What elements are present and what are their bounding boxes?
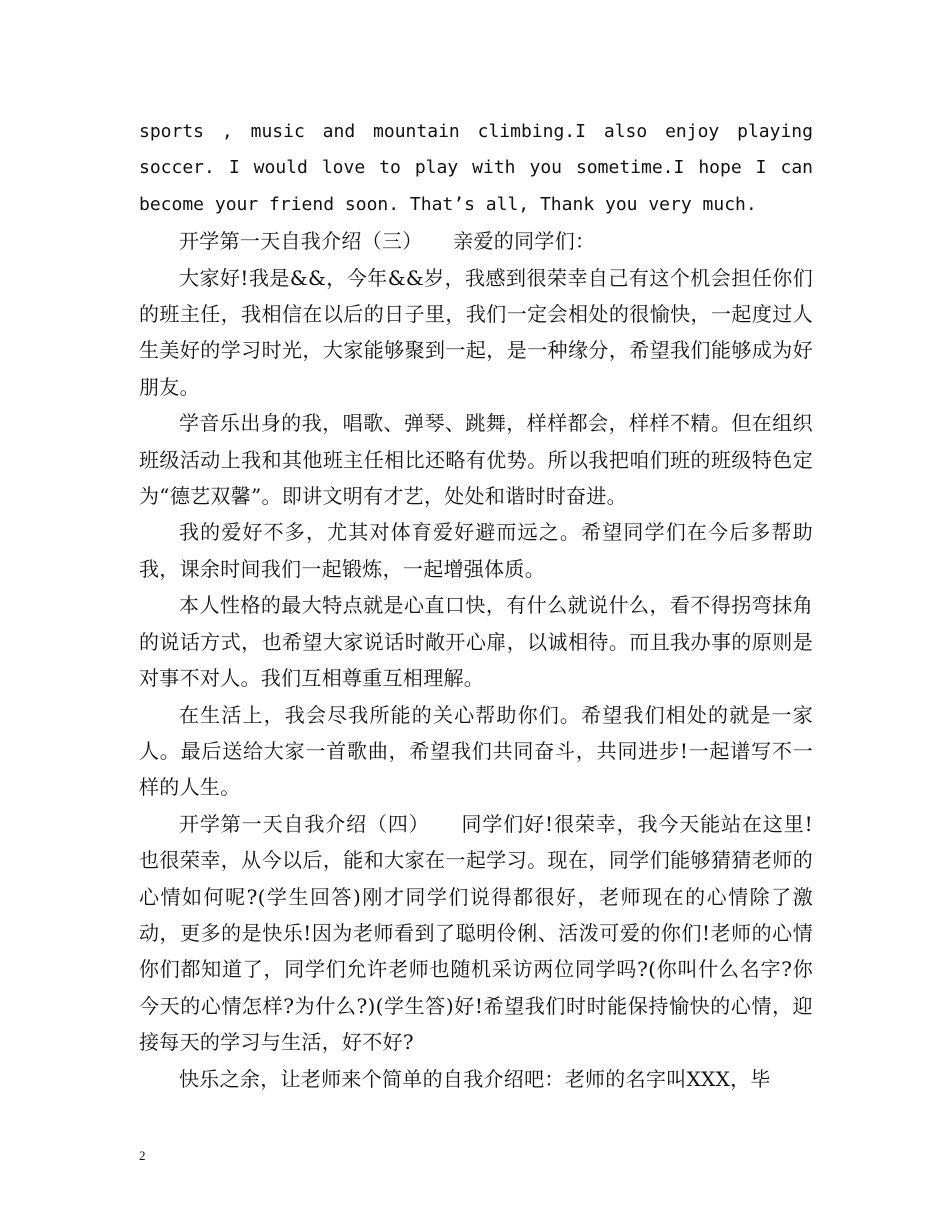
english-line: soccer. I would love to play with you sometime.I hope I can bbox=[139, 157, 813, 179]
section-heading-three: 开学第一天自我介绍（三） 亲爱的同学们： bbox=[179, 229, 596, 254]
section-heading-four: 开学第一天自我介绍（四） 同学们好!很荣幸，我今天能站在这里!也很荣幸，从今以后，能和大家在一起学习。现在，同学们能够猜猜老师的心情如何呢?(学生回答)刚才同学们说得都很好，老师现在的心情除了激动，更多的是快乐!因为老师看到了聪明伶俐、活泼可爱的你们!老师的心情你们都知道了，同学们允许老师也随机采访两位同学吗?(你叫什么名字?你今天的心情怎样?为什么?)(学生答)好!希望我们时时能保持愉快的心情，迎接每天的学习与生活，好不好? bbox=[139, 811, 813, 1055]
paragraph: 本人性格的最大特点就是心直口快，有什么就说什么，看不得拐弯抹角的说话方式，也希望大家说话时敞开心扉，以诚相待。而且我办事的原则是对事不对人。我们互相尊重互相理解。 bbox=[139, 593, 813, 691]
english-paragraph bbox=[139, 114, 813, 223]
document-body bbox=[139, 114, 813, 1097]
paragraph: 大家好!我是&&，今年&&岁，我感到很荣幸自己有这个机会担任你们的班主任，我相信在以后的日子里，我们一定会相处的很愉快，一起度过人生美好的学习时光，大家能够聚到一起，是一种缘分，希望我们能够成为好朋友。 bbox=[139, 265, 813, 399]
paragraph: 在生活上，我会尽我所能的关心帮助你们。希望我们相处的就是一家人。最后送给大家一首歌曲，希望我们共同奋斗，共同进步!一起谱写不一样的人生。 bbox=[139, 702, 813, 800]
page-number: 2 bbox=[139, 1148, 146, 1163]
paragraph: 快乐之余，让老师来个简单的自我介绍吧：老师的名字叫XXX，毕 bbox=[179, 1066, 771, 1091]
english-line: become your friend soon. That’s all, Thank you very much. bbox=[139, 193, 757, 215]
paragraph: 我的爱好不多，尤其对体育爱好避而远之。希望同学们在今后多帮助我，课余时间我们一起锻炼，一起增强体质。 bbox=[139, 520, 813, 581]
english-line: sports , music and mountain climbing.I also enjoy playing bbox=[139, 121, 813, 142]
paragraph: 学音乐出身的我，唱歌、弹琴、跳舞，样样都会，样样不精。但在组织班级活动上我和其他班主任相比还略有优势。所以我把咱们班的班级特色定为“德艺双馨”。即讲文明有才艺，处处和谐时时奋进。 bbox=[139, 411, 813, 509]
